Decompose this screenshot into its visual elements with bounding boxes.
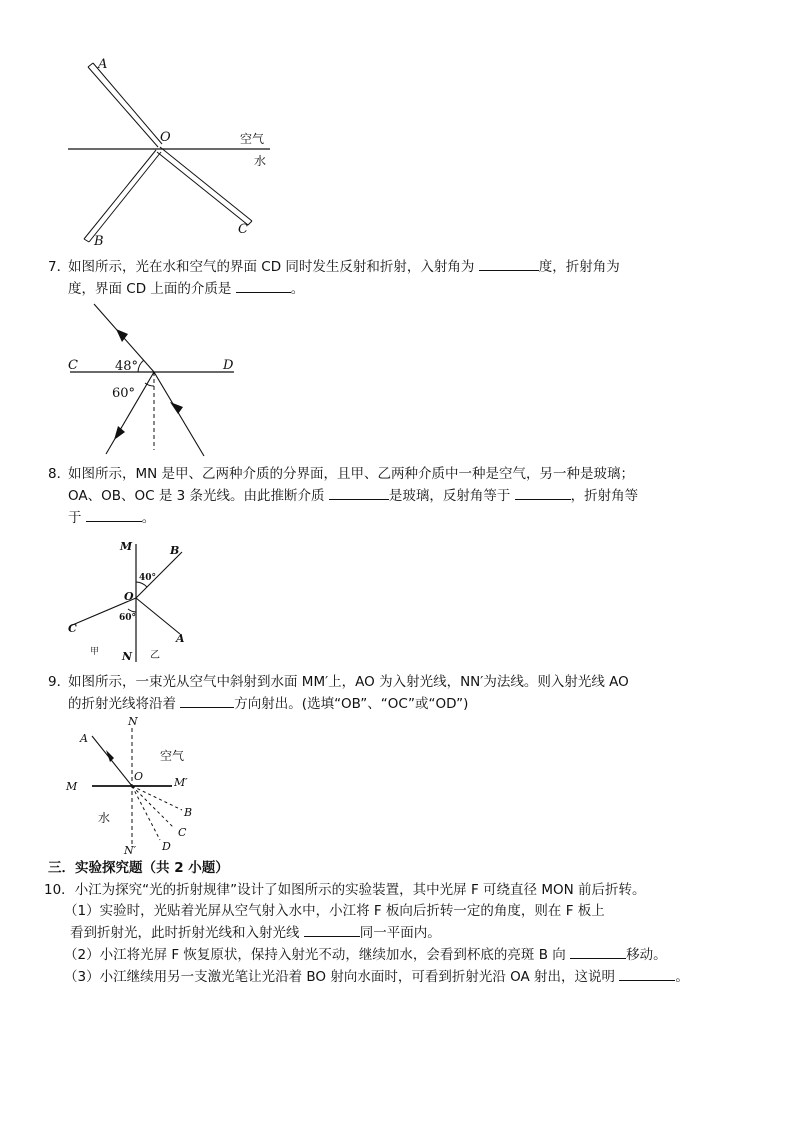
question-10 [44,880,760,988]
ray-ao [92,736,132,786]
label-c: C [68,622,77,635]
angle-arc-48 [138,360,144,372]
question-10-sub-2-text-1: （2）小江将光屏 F 恢复原状，保持入射光不动，继续加水，会看到杯底的亮斑 B 向 [64,947,571,963]
label-a: A [176,632,185,645]
label-b: B [94,234,104,249]
label-n: N [128,715,138,728]
label-n: N [122,650,133,663]
question-7-text-3: 度，界面 CD 上面的介质是 [68,281,236,297]
answer-blank-refraction-direction[interactable] [180,693,234,708]
answer-blank-refraction-angle[interactable] [86,507,142,522]
ray-oc-cap [248,221,252,225]
label-o: O [124,590,134,603]
question-10-sub-3 [44,966,760,988]
answer-blank-reflection-angle[interactable] [515,485,571,500]
label-o: O [160,130,171,145]
ray-oc-edge2 [157,152,248,225]
question-8-text-6: 。 [141,510,156,526]
figure-q8 [62,536,202,666]
question-8-text-4: ，折射角等 [570,488,639,504]
ray-ob-cap [84,239,89,242]
question-8 [48,464,756,529]
question-9-number: 9． [48,674,71,690]
label-c: C [68,358,78,373]
question-10-number: 10． [44,882,75,898]
question-9-text-1: 如图所示，一束光从空气中斜射到水面 MM′上，AO 为入射光线，NN′为法线。则入射光线 AO [68,674,629,690]
figure-q6-svg [60,55,280,250]
ray-od [132,786,160,840]
label-b: B [170,544,180,557]
ray-oc-edge1 [160,147,252,221]
section-3 [48,858,756,879]
label-m-prime: M′ [174,776,188,789]
label-a: A [80,732,88,745]
question-10-sub-1-line-1 [44,901,760,922]
question-10-sub-3-text-2: 。 [675,969,689,985]
question-9 [48,672,756,715]
label-jia: 甲 [90,647,100,657]
question-10-sub-2 [44,944,760,966]
answer-blank-upper-medium[interactable] [236,278,291,293]
question-7-text-2: 度，折射角为 [538,259,620,275]
label-a: A [98,57,108,72]
angle-label-60: 60° [112,386,136,401]
figure-q6 [60,55,280,250]
ray-oa [136,598,180,634]
question-8-line-1 [48,464,756,485]
figure-q9 [62,714,212,856]
question-10-sub-1-line-2 [44,922,760,944]
question-10-intro [44,880,760,901]
question-7-line-1 [48,256,756,278]
label-n-prime: N′ [124,844,137,857]
label-m: M [66,780,78,793]
ray-ob-edge1 [84,150,156,239]
question-10-sub-3-text-1: （3）小江继续用另一支激光笔让光沿着 BO 射向水面时，可看到折射光沿 OA 射出，这说明 [64,969,620,985]
arrow-down-left-icon [114,426,125,440]
label-air: 空气 [240,132,265,146]
arrow-incident-icon [106,750,114,762]
question-10-intro-text: 小江为探究“光的折射规律”设计了如图所示的实验装置，其中光屏 F 可绕直径 MON 前后折转。 [74,882,646,898]
ray-lower-right [154,372,204,456]
label-water: 水 [98,811,111,825]
label-o: O [134,770,144,783]
label-c: C [178,826,187,839]
question-8-line-3 [48,507,756,529]
ray-ao-cap [88,63,93,67]
question-10-sub-2-text-2: 移动。 [626,947,667,963]
angle-label-48: 48° [115,359,139,374]
arrow-incident-icon [170,402,183,414]
question-7-number: 7． [48,259,71,275]
question-10-sub-1-text-3: 同一平面内。 [359,925,441,941]
label-d: D [162,840,171,853]
answer-blank-conclusion[interactable] [619,966,675,981]
label-m: M [120,540,133,553]
question-8-text-1: 如图所示，MN 是甲、乙两种介质的分界面，且甲、乙两种介质中一种是空气，另一种是玻璃； [68,466,635,482]
angle-label-60: 60° [119,613,137,623]
figure-q9-svg [62,714,212,856]
figure-q7-svg [62,298,242,458]
angle-arc-60 [128,609,136,612]
question-7-text-1: 如图所示，光在水和空气的界面 CD 同时发生反射和折射，入射角为 [68,259,479,275]
label-air: 空气 [160,749,185,763]
ray-ao-edge2 [93,63,162,144]
angle-label-40: 40° [139,573,157,583]
ray-ob-edge2 [89,152,161,242]
question-9-text-3: 方向射出。(选填“OB”、“OC”或“OD”) [234,696,469,712]
ray-ao-edge1 [88,67,158,147]
ray-ob [132,786,182,810]
question-10-sub-1-text-1: （1）实验时，光贴着光屏从空气射入水中，小江将 F 板向后折转一定的角度，则在 F 板上 [64,903,605,919]
question-7 [48,256,756,300]
question-7-line-2 [48,278,756,300]
question-8-number: 8． [48,466,71,482]
question-9-text-2: 的折射光线将沿着 [68,696,181,712]
label-yi: 乙 [150,650,160,661]
figure-q8-svg [62,536,202,666]
question-9-line-1 [48,672,756,693]
question-10-sub-1-text-2: 看到折射光，此时折射光线和入射光线 [70,925,304,941]
answer-blank-spot-direction[interactable] [570,944,626,959]
question-8-text-3: 是玻璃，反射角等于 [388,488,515,504]
question-8-text-2: OA、OB、OC 是 3 条光线。由此推断介质 [68,488,329,504]
label-d: D [223,358,234,373]
question-8-text-5: 于 [68,510,86,526]
ray-oc [132,786,174,828]
label-c: C [238,222,248,237]
figure-q7 [62,298,242,458]
answer-blank-same-plane[interactable] [304,922,360,937]
label-water: 水 [254,154,267,168]
answer-blank-incidence-angle[interactable] [479,256,539,271]
question-7-text-4: 。 [290,281,305,297]
answer-blank-glass-medium[interactable] [329,485,389,500]
question-8-line-2 [48,485,756,507]
section-3-title: 三．实验探究题（共 2 小题） [48,860,229,876]
question-9-line-2 [48,693,756,715]
label-b: B [184,806,193,819]
